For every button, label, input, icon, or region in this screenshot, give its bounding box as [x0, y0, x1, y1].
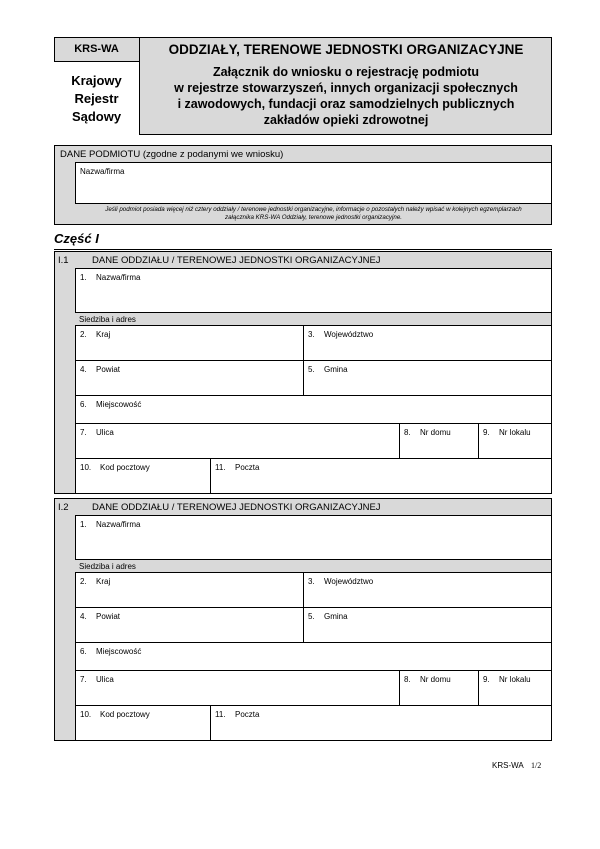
i2-address-heading: Siedziba i adres: [79, 562, 136, 571]
i2-f10-label: Kod pocztowy: [100, 710, 150, 719]
i2-commune-field[interactable]: [303, 607, 552, 643]
i2-f3-label: Województwo: [324, 577, 374, 586]
i2-f11-label: Poczta: [235, 710, 260, 719]
i1-street-field[interactable]: [75, 423, 400, 459]
i2-f1-num: 1.: [80, 520, 87, 529]
i1-f7-label: Ulica: [96, 428, 114, 437]
i1-f3-label: Województwo: [324, 330, 374, 339]
subtitle-line-2: w rejestrze stowarzyszeń, innych organizacji społecznych: [174, 81, 518, 95]
i2-f6-label: Miejscowość: [96, 647, 142, 656]
i2-name-field[interactable]: [75, 515, 552, 560]
i2-county-field[interactable]: [75, 607, 304, 643]
i2-f4-num: 4.: [80, 612, 87, 621]
registry-box: [54, 62, 140, 135]
i1-f2-label: Kraj: [96, 330, 111, 339]
section-i2-heading: DANE ODDZIAŁU / TERENOWEJ JEDNOSTKI ORGANIZACYJNEJ: [92, 502, 381, 513]
i1-f4-label: Powiat: [96, 365, 121, 374]
i2-f2-num: 2.: [80, 577, 87, 586]
i2-f1-label: Nazwa/firma: [96, 520, 141, 529]
i2-f7-num: 7.: [80, 675, 87, 684]
i2-house-number-field[interactable]: [399, 670, 479, 706]
form-title: ODDZIAŁY, TERENOWE JEDNOSTKI ORGANIZACYJNE: [168, 42, 524, 57]
i2-city-field[interactable]: [75, 642, 552, 671]
i1-f6-label: Miejscowość: [96, 400, 142, 409]
form-code-box: [54, 37, 140, 62]
i1-f10-label: Kod pocztowy: [100, 463, 150, 472]
i2-f3-num: 3.: [308, 577, 315, 586]
i1-county-field[interactable]: [75, 360, 304, 396]
section-i2-fields: [75, 515, 552, 741]
i2-street-field[interactable]: [75, 670, 400, 706]
i1-f3-num: 3.: [308, 330, 315, 339]
i1-f11-label: Poczta: [235, 463, 260, 472]
subtitle-line-3: i zawodowych, fundacji oraz samodzielnych publicznych: [177, 97, 515, 111]
i2-f6-num: 6.: [80, 647, 87, 656]
i2-f8-num: 8.: [404, 675, 411, 684]
i2-country-field[interactable]: [75, 572, 304, 608]
i2-post-office-field[interactable]: [210, 705, 552, 741]
i2-f7-label: Ulica: [96, 675, 114, 684]
i1-f10-num: 10.: [80, 463, 92, 472]
footer-page: 1/2: [531, 761, 542, 770]
i2-apartment-number-field[interactable]: [478, 670, 552, 706]
i2-f5-num: 5.: [308, 612, 315, 621]
entity-name-field[interactable]: [75, 162, 552, 204]
i1-f1-label: Nazwa/firma: [96, 273, 141, 282]
i1-f8-label: Nr domu: [420, 428, 451, 437]
i2-f11-num: 11.: [215, 710, 226, 719]
entity-heading: DANE PODMIOTU (zgodne z podanymi we wniosku): [60, 149, 284, 160]
form-code: KRS-WA: [74, 43, 119, 55]
i2-f8-label: Nr domu: [420, 675, 451, 684]
registry-line-1: Krajowy: [71, 73, 122, 88]
i2-postal-code-field[interactable]: [75, 705, 211, 741]
i1-city-field[interactable]: [75, 395, 552, 424]
i1-f4-num: 4.: [80, 365, 87, 374]
i1-address-heading: Siedziba i adres: [79, 315, 136, 324]
i1-post-office-field[interactable]: [210, 458, 552, 494]
section-i2-number: I.2: [58, 502, 69, 513]
entity-note: [75, 206, 552, 222]
part-label: Część I: [54, 231, 99, 246]
i1-house-number-field[interactable]: [399, 423, 479, 459]
section-i1-fields: [75, 268, 552, 494]
subtitle-line-1: Załącznik do wniosku o rejestrację podmiotu: [212, 65, 480, 79]
subtitle-line-4: zakładów opieki zdrowotnej: [263, 113, 429, 127]
i1-f5-num: 5.: [308, 365, 315, 374]
footer-code: KRS-WA: [492, 761, 524, 770]
entity-note-line-2: załącznika KRS-WA Oddziały, terenowe jednostki organizacyjne.: [225, 214, 402, 221]
i1-apartment-number-field[interactable]: [478, 423, 552, 459]
i2-f10-num: 10.: [80, 710, 92, 719]
i1-country-field[interactable]: [75, 325, 304, 361]
part-underline: [54, 249, 552, 250]
i2-f2-label: Kraj: [96, 577, 111, 586]
section-i1-heading: DANE ODDZIAŁU / TERENOWEJ JEDNOSTKI ORGANIZACYJNEJ: [92, 255, 381, 266]
i2-voivodeship-field[interactable]: [303, 572, 552, 608]
i2-f9-num: 9.: [483, 675, 490, 684]
i2-f5-label: Gmina: [324, 612, 348, 621]
i1-f9-label: Nr lokalu: [499, 428, 531, 437]
i1-f11-num: 11.: [215, 463, 226, 472]
entity-name-label: Nazwa/firma: [80, 167, 125, 176]
i1-postal-code-field[interactable]: [75, 458, 211, 494]
i1-commune-field[interactable]: [303, 360, 552, 396]
i1-f8-num: 8.: [404, 428, 411, 437]
i2-f4-label: Powiat: [96, 612, 121, 621]
i1-voivodeship-field[interactable]: [303, 325, 552, 361]
i1-f5-label: Gmina: [324, 365, 348, 374]
registry-line-3: Sądowy: [71, 109, 122, 124]
i2-f9-label: Nr lokalu: [499, 675, 531, 684]
i1-f7-num: 7.: [80, 428, 87, 437]
i1-f9-num: 9.: [483, 428, 490, 437]
registry-line-2: Rejestr: [74, 91, 119, 106]
entity-note-line-1: Jeśli podmiot posiada więcej niż cztery oddziały / terenowe jednostki organizacyjne, informacje o pozostałych należy wpisać w kolejnych egzemplarzach: [105, 206, 522, 213]
form-subtitle: [140, 64, 552, 128]
i1-f6-num: 6.: [80, 400, 87, 409]
i1-f1-num: 1.: [80, 273, 87, 282]
i1-f2-num: 2.: [80, 330, 87, 339]
section-i1-number: I.1: [58, 255, 69, 266]
i1-name-field[interactable]: [75, 268, 552, 313]
